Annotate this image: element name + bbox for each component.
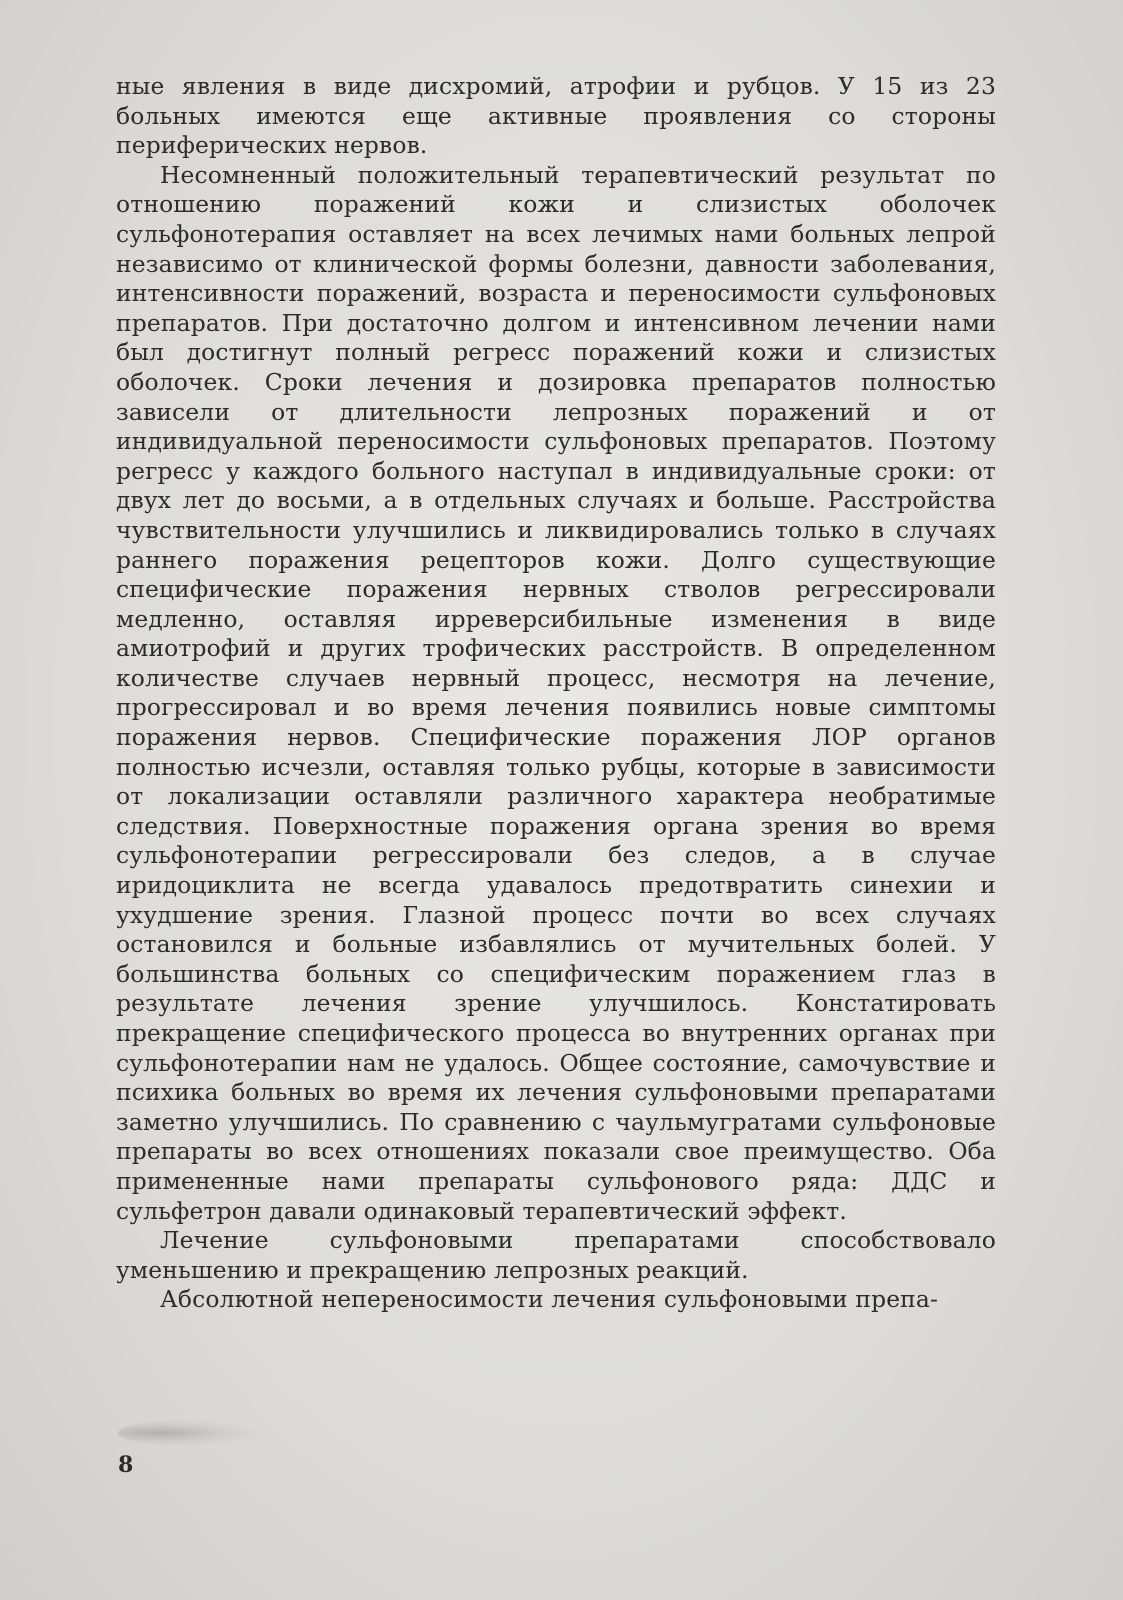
ink-smudge	[118, 1420, 258, 1446]
paragraph-continuation: ные явления в виде дисхромий, атрофии и рубцов. У 15 из 23 больных имеются еще активные проявления со стороны периферических нервов.	[116, 72, 996, 160]
paragraph-reactions: Лечение сульфоновыми препаратами способствовало уменьшению и прекращению лепрозных реакций.	[116, 1226, 996, 1284]
paragraph-results: Несомненный положительный терапевтический результат по отношению поражений кожи и слизистых оболочек сульфонотерапия оставляет на всех лечимых нами больных лепрой независимо от клинической формы болезни, давности заболевания, интенсивности поражений, возраста и переносимости сульфоновых препаратов. При достаточно долгом и интенсивном лечении нами был достигнут полный регресс поражений кожи и слизистых оболочек. Сроки лечения и дозировка препаратов полностью зависели от длительности лепрозных поражений и от индивидуальной переносимости сульфоновых препаратов. Поэтому регресс у каждого больного наступал в индивидуальные сроки: от двух лет до восьми, а в отдельных случаях и больше. Расстройства чувствительности улучшились и ликвидировались только в случаях раннего поражения рецепторов кожи. Долго существующие специфические поражения нервных стволов регрессировали медленно, оставляя ирреверсибильные изменения в виде амиотрофий и других трофических расстройств. В определенном количестве случаев нервный процесс, несмотря на лечение, прогрессировал и во время лечения появились новые симптомы поражения нервов. Специфические поражения ЛОР органов полностью исчезли, оставляя только рубцы, которые в зависимости от локализации оставляли различного характера необратимые следствия. Поверхностные поражения органа зрения во время сульфонотерапии регрессировали без следов, а в случае иридоциклита не всегда удавалось предотвратить синехии и ухудшение зрения. Глазной процесс почти во всех случаях остановился и больные избавлялись от мучительных болей. У большинства больных со специфическим поражением глаз в результате лечения зрение улучшилось. Констатировать прекращение специфического процесса во внутренних органах при сульфонотерапии нам не удалось. Общее состояние, самочувствие и психика больных во время их лечения сульфоновыми препаратами заметно улучшились. По сравнению с чаульмугратами сульфоновые препараты во всех отношениях показали свое преимущество. Оба примененные нами препараты сульфонового ряда: ДДС и сульфетрон давали одинаковый терапевтический эффект.	[116, 160, 996, 1225]
paragraph-intolerance: Абсолютной непереносимости лечения сульфоновыми препа-	[160, 1285, 939, 1314]
page-number: 8	[118, 1452, 134, 1478]
body-text	[116, 72, 996, 1315]
